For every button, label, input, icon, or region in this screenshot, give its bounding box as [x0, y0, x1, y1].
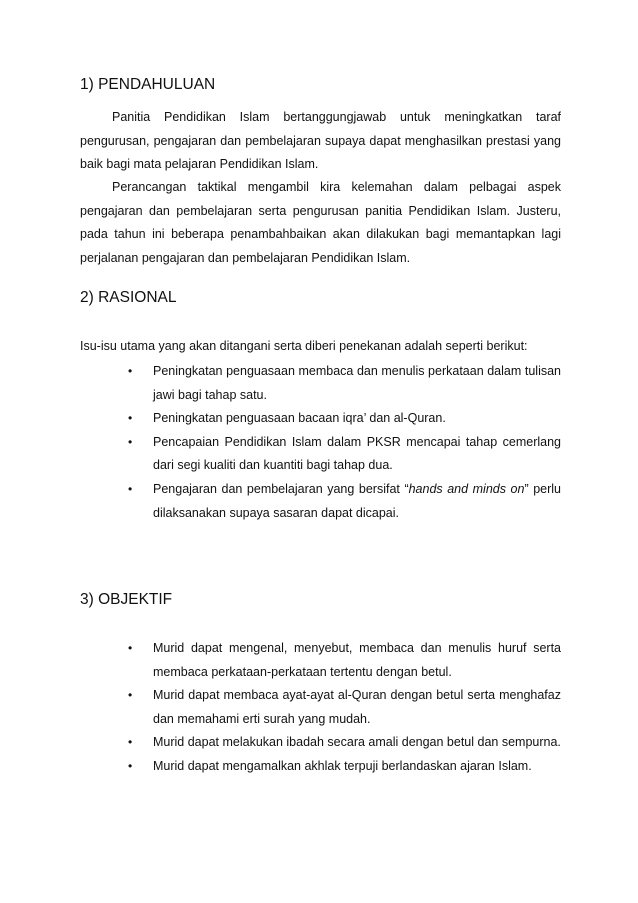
bullet-icon: • — [128, 641, 133, 655]
bullet-icon: • — [128, 735, 133, 750]
item-text-part: ” perlu dilaksanakan supaya sasaran dapat dicapai. — [153, 481, 561, 520]
list-item — [124, 478, 561, 525]
list-item — [124, 731, 561, 755]
list-item-text: Peningkatan penguasaan membaca dan menulis perkataan dalam tulisan jawi bagi tahap satu. — [153, 364, 561, 402]
item-text-part: Pengajaran dan pembelajaran yang bersifat “ — [153, 481, 409, 496]
section-heading-rasional: 2) RASIONAL — [80, 289, 177, 306]
list-item-text: Murid dapat melakukan ibadah secara amali dengan betul dan sempurna. — [153, 735, 561, 750]
list-item — [124, 360, 561, 407]
list-item-text: Murid dapat mengamalkan akhlak terpuji berlandaskan ajaran Islam. — [153, 758, 532, 773]
list-item — [124, 637, 561, 684]
pendahuluan-paragraph-2: Perancangan taktikal mengambil kira kelemahan dalam pelbagai aspek pengajaran dan pembelajaran serta pengurusan panitia Pendidikan Islam. Justeru, pada tahun ini beberapa penambahbaikan akan dilakukan bagi memantapkan lagi perjalanan pengajaran dan pembelajaran Pendidikan Islam. — [80, 180, 561, 265]
list-item — [124, 755, 561, 779]
objektif-list — [124, 637, 561, 779]
list-item-text: Murid dapat membaca ayat-ayat al-Quran dengan betul serta menghafaz dan memahami erti surah yang mudah. — [153, 688, 561, 726]
bullet-icon: • — [128, 758, 133, 773]
bullet-icon: • — [128, 364, 133, 378]
list-item — [124, 407, 561, 431]
rasional-list — [124, 360, 561, 525]
list-item-text: Peningkatan penguasaan bacaan iqra’ dan al-Quran. — [153, 411, 446, 426]
rasional-intro: Isu-isu utama yang akan ditangani serta diberi penekanan adalah seperti berikut: — [80, 339, 528, 353]
list-item-text: Pencapaian Pendidikan Islam dalam PKSR mencapai tahap cemerlang dari segi kualiti dan kuantiti bagi tahap dua. — [153, 434, 561, 473]
list-item-text — [153, 478, 561, 525]
list-item — [124, 684, 561, 731]
bullet-icon: • — [128, 688, 133, 703]
item-text-italic: hands and minds on — [408, 481, 525, 496]
bullet-icon: • — [128, 481, 133, 496]
pendahuluan-paragraph-1: Panitia Pendidikan Islam bertanggungjawab untuk meningkatkan taraf pengurusan, pengajaran dan pembelajaran supaya dapat menghasilkan prestasi yang baik bagi mata pelajaran Pendidikan Islam. — [80, 110, 561, 172]
bullet-icon: • — [128, 434, 133, 449]
section-heading-objektif: 3) OBJEKTIF — [80, 591, 173, 608]
list-item-text: Murid dapat mengenal, menyebut, membaca dan menulis huruf serta membaca perkataan-perkataan tertentu dengan betul. — [153, 641, 561, 679]
bullet-icon: • — [128, 411, 133, 426]
list-item — [124, 431, 561, 478]
section-heading-pendahuluan: 1) PENDAHULUAN — [80, 76, 216, 93]
